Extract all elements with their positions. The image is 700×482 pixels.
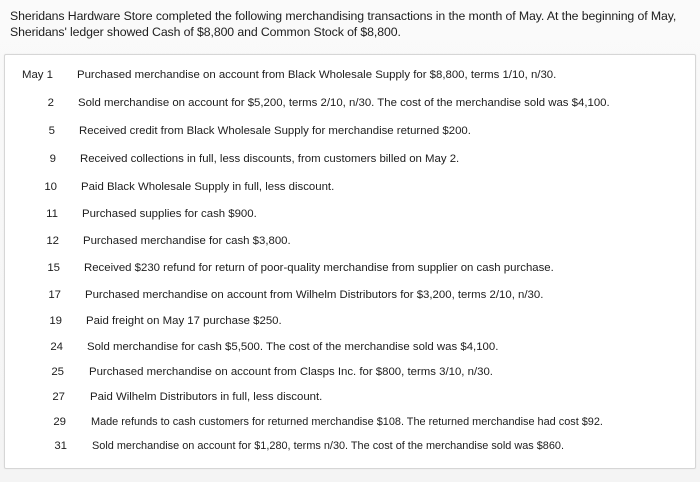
transaction-date: 10 — [44, 181, 57, 193]
transaction-date: 19 — [49, 315, 62, 327]
transaction-description: Paid freight on May 17 purchase $250. — [86, 315, 282, 327]
transaction-date: 11 — [46, 208, 58, 220]
transaction-date: 9 — [49, 153, 56, 165]
transaction-description: Purchased merchandise on account from Wilhelm Distributors for $3,200, terms 2/10, n/30. — [85, 289, 544, 301]
problem-intro — [10, 8, 686, 40]
transaction-date: 29 — [53, 416, 66, 428]
transaction-date: 24 — [50, 341, 63, 353]
transaction-date: 27 — [52, 391, 65, 403]
transaction-date: 31 — [54, 440, 67, 452]
transaction-description: Received credit from Black Wholesale Supply for merchandise returned $200. — [79, 125, 471, 137]
transaction-description: Purchased merchandise on account from Clasps Inc. for $800, terms 3/10, n/30. — [89, 366, 493, 378]
intro-line-1: Sheridans Hardware Store completed the following merchandising transactions in the month of May. At the beginning of May, — [10, 9, 677, 23]
transaction-description: Purchased merchandise for cash $3,800. — [83, 235, 291, 247]
transaction-description: Paid Black Wholesale Supply in full, less discount. — [81, 181, 335, 193]
transaction-date: 17 — [48, 289, 61, 301]
transactions-panel — [4, 54, 696, 469]
transaction-description: Purchased supplies for cash $900. — [82, 208, 257, 220]
transaction-description: Received $230 refund for return of poor-quality merchandise from supplier on cash purchase. — [84, 262, 554, 274]
intro-line-2: Sheridans' ledger showed Cash of $8,800 and Common Stock of $8,800. — [10, 25, 401, 39]
transaction-description: Sold merchandise for cash $5,500. The cost of the merchandise sold was $4,100. — [87, 341, 499, 353]
transaction-description: Paid Wilhelm Distributors in full, less discount. — [90, 391, 323, 403]
transaction-description: Purchased merchandise on account from Black Wholesale Supply for $8,800, terms 1/10, n/30. — [77, 69, 557, 81]
transaction-date: 2 — [47, 97, 54, 109]
transaction-description: Received collections in full, less discounts, from customers billed on May 2. — [80, 153, 460, 165]
transaction-description: Sold merchandise on account for $5,200, terms 2/10, n/30. The cost of the merchandise sold was $4,100. — [78, 97, 610, 109]
transaction-date: 12 — [46, 235, 59, 247]
transaction-date: 15 — [47, 262, 60, 274]
transaction-description: Sold merchandise on account for $1,280, terms n/30. The cost of the merchandise sold was $860. — [92, 440, 564, 452]
transaction-date: May 1 — [21, 69, 53, 81]
transaction-description: Made refunds to cash customers for returned merchandise $108. The returned merchandise had cost $92. — [91, 416, 603, 428]
transaction-date: 25 — [51, 366, 64, 378]
transaction-date: 5 — [48, 125, 55, 137]
